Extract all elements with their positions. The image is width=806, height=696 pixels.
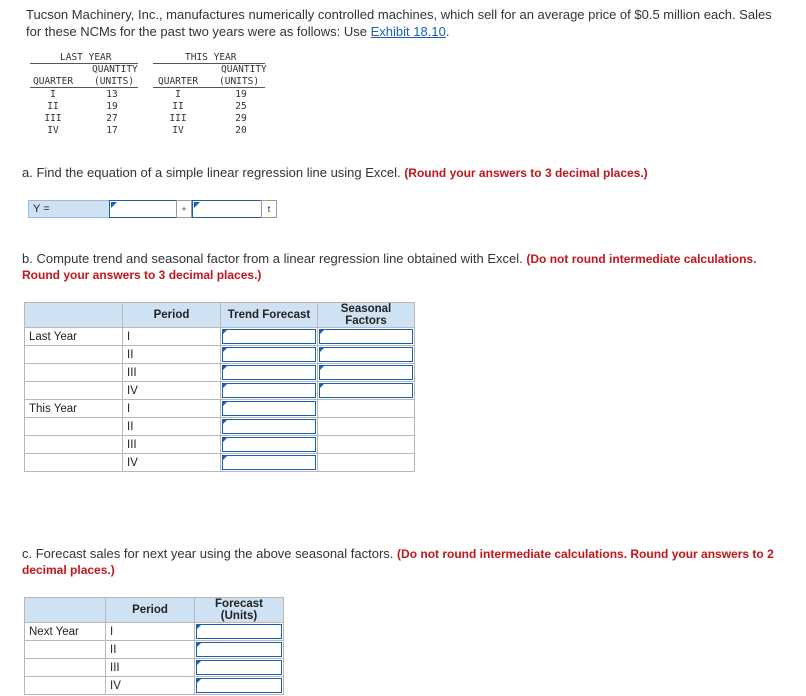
trend-seasonal-table	[24, 302, 415, 472]
period-cell: III	[106, 659, 195, 677]
quarter-cell: III	[169, 113, 187, 124]
units-cell: 27	[106, 113, 118, 124]
units-cell: 17	[106, 125, 118, 136]
part-b-note: (Do not round intermediate calculations. Round your answers to 3 decimal places.)	[22, 252, 757, 282]
empty-cell	[25, 382, 123, 400]
trend-forecast-input[interactable]	[221, 418, 318, 436]
table-row	[25, 659, 284, 677]
units-label-2: (UNITS)	[219, 76, 260, 87]
units-label-1: (UNITS)	[94, 76, 135, 87]
forecast-units-input[interactable]	[195, 623, 284, 641]
year-group-label: This Year	[25, 400, 123, 418]
quarter-cell: IV	[47, 125, 59, 136]
this-year-header: THIS YEAR	[185, 52, 237, 63]
quarter-cell: I	[175, 89, 181, 100]
units-cell: 25	[235, 101, 247, 112]
t-variable-label: t	[261, 200, 277, 218]
intercept-input[interactable]	[109, 200, 177, 218]
table-row	[25, 623, 284, 641]
quantity-label-2: QUANTITY	[221, 64, 267, 75]
table-row	[25, 436, 415, 454]
forecast-units-input[interactable]	[195, 641, 284, 659]
corner-cell	[25, 303, 123, 328]
intro-body: Tucson Machinery, Inc., manufactures numerically controlled machines, which sell for an average price of $0.5 million each. Sales for these NCMs for the past two years were as follows: Use	[26, 7, 772, 39]
period-cell: II	[123, 418, 221, 436]
trend-forecast-header: Trend Forecast	[221, 303, 318, 328]
trend-forecast-input[interactable]	[221, 346, 318, 364]
period-cell: II	[106, 641, 195, 659]
seasonal-factor-input[interactable]	[318, 328, 415, 346]
empty-cell	[25, 677, 106, 695]
period-cell: IV	[106, 677, 195, 695]
slope-input[interactable]	[192, 200, 262, 218]
part-c-question: c. Forecast sales for next year using the above seasonal factors. (Do not round intermediate calculations. Round your answers to 2 decimal places.)	[22, 546, 774, 577]
quarter-cell: I	[50, 89, 56, 100]
empty-cell	[25, 346, 123, 364]
trend-forecast-input[interactable]	[221, 328, 318, 346]
seasonal-factor-input[interactable]	[318, 346, 415, 364]
quarter-cell: II	[172, 101, 184, 112]
part-c-note: (Do not round intermediate calculations. Round your answers to 2 decimal places.)	[22, 547, 774, 577]
plus-sign: +	[176, 200, 192, 218]
period-cell: III	[123, 436, 221, 454]
quarter-cell: IV	[172, 125, 184, 136]
empty-cell	[318, 436, 415, 454]
table-row	[25, 677, 284, 695]
units-cell: 19	[106, 101, 118, 112]
part-a-note: (Round your answers to 3 decimal places.)	[404, 166, 648, 180]
period-cell: I	[123, 400, 221, 418]
trend-forecast-input[interactable]	[221, 400, 318, 418]
seasonal-factors-header: Seasonal Factors	[318, 303, 415, 328]
empty-cell	[25, 454, 123, 472]
quarter-label-2: QUARTER	[158, 76, 199, 87]
units-cell: 19	[235, 89, 247, 100]
table-row	[25, 346, 415, 364]
forecast-units-input[interactable]	[195, 659, 284, 677]
period-cell: I	[123, 328, 221, 346]
forecast-units-input[interactable]	[195, 677, 284, 695]
next-year-label: Next Year	[25, 623, 106, 641]
empty-cell	[25, 436, 123, 454]
y-equals-label: Y =	[28, 200, 114, 218]
table-row	[25, 454, 415, 472]
trend-forecast-input[interactable]	[221, 436, 318, 454]
seasonal-factor-input[interactable]	[318, 382, 415, 400]
empty-cell	[318, 418, 415, 436]
table-row	[25, 328, 415, 346]
table-row	[25, 382, 415, 400]
trend-forecast-input[interactable]	[221, 454, 318, 472]
units-cell: 29	[235, 113, 247, 124]
year-group-label: Last Year	[25, 328, 123, 346]
empty-cell	[25, 418, 123, 436]
period-cell: IV	[123, 454, 221, 472]
forecast-units-header: Forecast (Units)	[195, 598, 284, 623]
empty-cell	[25, 364, 123, 382]
sales-data-table	[30, 52, 270, 142]
quarter-cell: II	[47, 101, 59, 112]
intro-text: Tucson Machinery, Inc., manufactures numerically controlled machines, which sell for an average price of $0.5 million each. Sales for these NCMs for the past two years were as follows: Use Exhibit 18.10.	[26, 7, 772, 39]
units-cell: 13	[106, 89, 118, 100]
exhibit-link[interactable]: Exhibit 18.10	[370, 24, 446, 39]
empty-cell	[25, 641, 106, 659]
quarter-label-1: QUARTER	[33, 76, 74, 87]
empty-cell	[25, 659, 106, 677]
seasonal-factor-input[interactable]	[318, 364, 415, 382]
trend-forecast-input[interactable]	[221, 364, 318, 382]
period-cell: II	[123, 346, 221, 364]
period-cell: I	[106, 623, 195, 641]
trend-forecast-input[interactable]	[221, 382, 318, 400]
period-cell: IV	[123, 382, 221, 400]
part-b-question: b. Compute trend and seasonal factor from a linear regression line obtained with Excel. (Do not round intermediate calculations. Round your answers to 3 decimal places.)	[22, 251, 757, 282]
quantity-label-1: QUANTITY	[92, 64, 138, 75]
forecast-table	[24, 597, 284, 695]
table-row	[25, 400, 415, 418]
units-cell: 20	[235, 125, 247, 136]
empty-cell	[318, 454, 415, 472]
period-cell: III	[123, 364, 221, 382]
period-header: Period	[123, 303, 221, 328]
part-a-question: a. Find the equation of a simple linear regression line using Excel. (Round your answers to 3 decimal places.)	[22, 165, 648, 180]
table-row	[25, 641, 284, 659]
period-header: Period	[106, 598, 195, 623]
quarter-cell: III	[44, 113, 62, 124]
corner-cell	[25, 598, 106, 623]
table-row	[25, 364, 415, 382]
last-year-header: LAST YEAR	[60, 52, 112, 63]
empty-cell	[318, 400, 415, 418]
table-row	[25, 418, 415, 436]
